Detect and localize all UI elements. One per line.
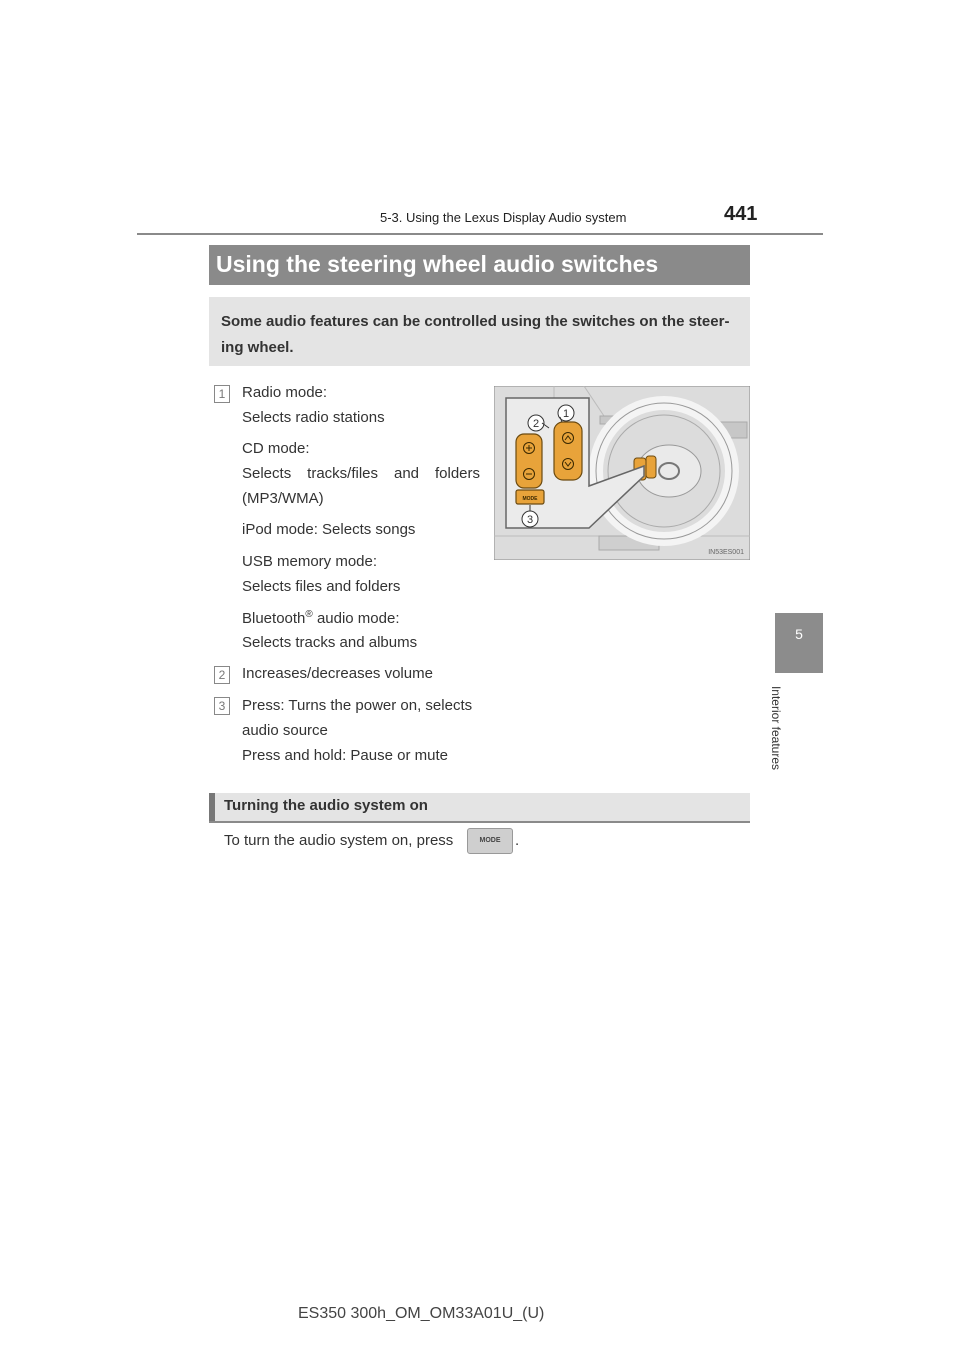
item-1-line: Selects radio stations xyxy=(242,409,385,426)
item-1-line: Selects tracks and albums xyxy=(242,634,418,651)
subsection-text: To turn the audio system on, press xyxy=(224,832,454,849)
section-header: 5-3. Using the Lexus Display Audio system xyxy=(380,210,627,225)
item-1-bluetooth-line xyxy=(242,609,400,627)
item-1-line: CD mode: xyxy=(242,440,310,457)
item-1-line: (MP3/WMA) xyxy=(242,490,324,507)
item-3-line: audio source xyxy=(242,722,328,739)
item-3-line: Press and hold: Pause or mute xyxy=(242,747,448,764)
intro-text: Some audio features can be controlled using the switches on the steer-ing wheel. xyxy=(221,313,730,356)
audio-mode-label: audio mode: xyxy=(316,610,400,627)
item-1-line: iPod mode: Selects songs xyxy=(242,521,416,538)
item-marker-3: 3 xyxy=(214,697,230,715)
chapter-number: 5 xyxy=(795,626,803,642)
callout-1: 1 xyxy=(562,408,570,420)
item-2-line: Increases/decreases volume xyxy=(242,665,433,682)
item-1-line: USB memory mode: xyxy=(242,553,378,570)
item-marker-2: 2 xyxy=(214,666,230,684)
item-1-line: Radio mode: xyxy=(242,384,328,401)
registered-mark: ® xyxy=(305,609,313,620)
page-number: 441 xyxy=(724,203,758,225)
subsection-heading: Turning the audio system on xyxy=(224,797,428,814)
chapter-label: Interior features xyxy=(769,685,783,771)
item-1-line: Selects tracks/files and folders xyxy=(242,465,480,482)
header-divider xyxy=(137,233,823,235)
illus-mode-label: MODE xyxy=(522,496,538,502)
item-marker-1: 1 xyxy=(214,385,230,403)
bluetooth-label: Bluetooth xyxy=(242,610,306,627)
subsection-accent xyxy=(209,793,215,821)
callout-2: 2 xyxy=(532,418,540,430)
mode-button-icon: MODE xyxy=(467,828,513,854)
steering-wheel-illustration xyxy=(494,386,750,560)
subsection-text-end: . xyxy=(515,832,520,849)
illustration-code: IN53ES001 xyxy=(708,549,744,556)
callout-3: 3 xyxy=(526,514,534,526)
item-3-line: Press: Turns the power on, selects xyxy=(242,697,473,714)
item-1-line: Selects files and folders xyxy=(242,578,401,595)
subsection-rule xyxy=(209,821,750,823)
document-footer: ES350 300h_OM_OM33A01U_(U) xyxy=(298,1305,545,1322)
page-title: Using the steering wheel audio switches xyxy=(216,251,659,277)
